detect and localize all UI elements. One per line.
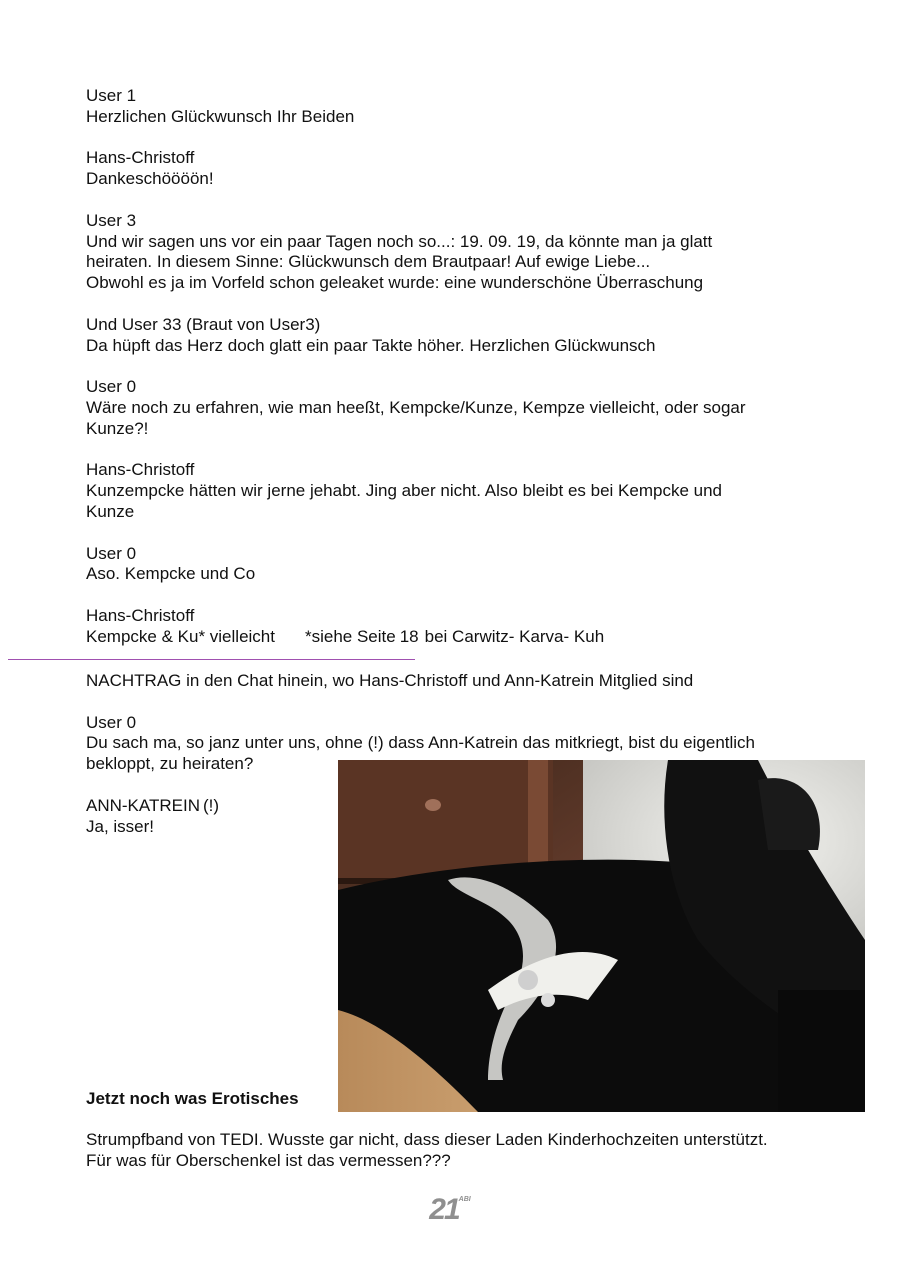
chat-section bbox=[86, 86, 826, 648]
last-line-part4: bei Carwitz- Karva- Kuh bbox=[424, 626, 605, 646]
footnote-reference: *siehe Seite bbox=[304, 626, 396, 646]
garter-photo bbox=[338, 760, 865, 1112]
last-message-line bbox=[86, 627, 826, 648]
message-line: heiraten. In diesem Sinne: Glückwunsch dem Brautpaar! Auf ewige Liebe... bbox=[86, 252, 651, 272]
message-line: Ja, isser! bbox=[86, 816, 155, 836]
message-line: Kunzempcke hätten wir jerne jehabt. Jing aber nicht. Also bleibt es bei Kempcke und bbox=[86, 481, 722, 501]
footnote-page-number: 18 bbox=[399, 626, 419, 646]
message-line: Herzlichen Glückwunsch Ihr Beiden bbox=[86, 106, 355, 126]
speaker: Hans-Christoff bbox=[86, 148, 195, 168]
message-line: Obwohl es ja im Vorfeld schon geleaket wurde: eine wunderschöne Überraschung bbox=[86, 273, 704, 293]
erotic-caption bbox=[86, 1130, 826, 1172]
speaker: Hans-Christoff bbox=[86, 605, 195, 625]
message-line: bekloppt, zu heiraten? bbox=[86, 754, 254, 774]
message-line: Aso. Kempcke und Co bbox=[86, 564, 256, 584]
speaker: Und User 33 (Braut von User3) bbox=[86, 314, 321, 334]
last-line-part1: Kempcke & Ku* vielleicht bbox=[86, 626, 275, 646]
nachtrag-intro: NACHTRAG in den Chat hinein, wo Hans-Christoff und Ann-Katrein Mitglied sind bbox=[86, 671, 694, 690]
speaker: User 1 bbox=[86, 86, 137, 105]
erotic-heading: Jetzt noch was Erotisches bbox=[86, 1089, 299, 1108]
section-divider bbox=[8, 659, 415, 660]
message-line: Und wir sagen uns vor ein paar Tagen noch so...: 19. 09. 19, da könnte man ja glatt bbox=[86, 231, 713, 251]
speaker-ann-katrein: ANN-KATREIN (!) bbox=[86, 795, 220, 815]
message-line: Wäre noch zu erfahren, wie man heeßt, Kempcke/Kunze, Kempze vielleicht, oder sogar bbox=[86, 397, 746, 417]
speaker: Hans-Christoff bbox=[86, 460, 195, 480]
page-number: $21^{ABI}$ bbox=[429, 1193, 471, 1226]
speaker: User 0 bbox=[86, 712, 137, 732]
caption-line: Für was für Oberschenkel ist das vermessen??? bbox=[86, 1150, 451, 1170]
page-number-tag: ABI bbox=[458, 1196, 471, 1203]
speaker: User 3 bbox=[86, 210, 137, 230]
message-line: Da hüpft das Herz doch glatt ein paar Takte höher. Herzlichen Glückwunsch bbox=[86, 335, 656, 355]
message-line: Kunze bbox=[86, 501, 135, 521]
speaker: User 0 bbox=[86, 543, 137, 563]
caption-line: Strumpfband von TEDI. Wusste gar nicht, dass dieser Laden Kinderhochzeiten unterstützt. bbox=[86, 1130, 768, 1149]
speaker: User 0 bbox=[86, 377, 137, 397]
message-line: Du sach ma, so janz unter uns, ohne (!) dass Ann-Katrein das mitkriegt, bist du eigentlich bbox=[86, 733, 756, 753]
message-line: Dankeschöööön! bbox=[86, 169, 214, 189]
message-line: Kunze?! bbox=[86, 418, 149, 438]
